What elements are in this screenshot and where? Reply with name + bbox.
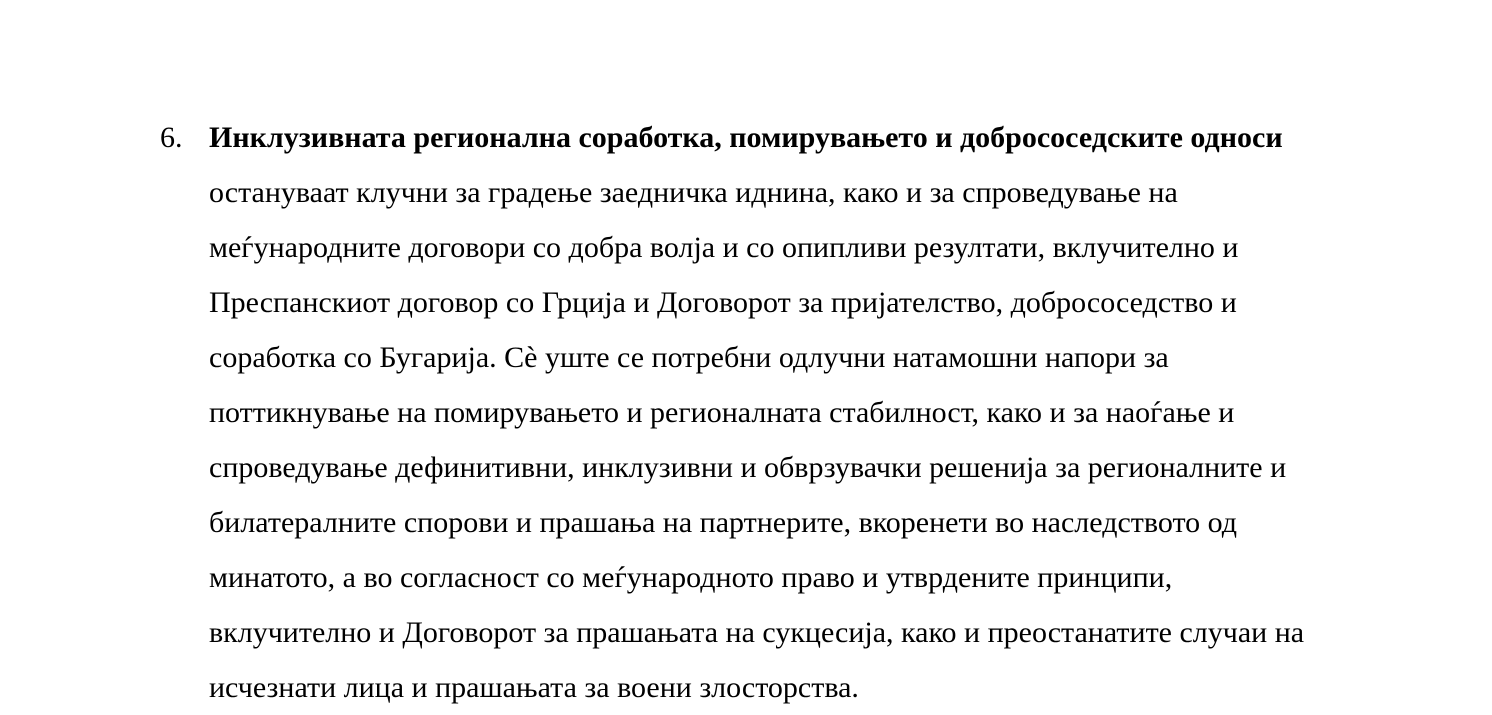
paragraph-line: Преспанскиот договор со Грција и Договорот за пријателство, добрососедство и bbox=[209, 286, 1237, 319]
paragraph-line: билатералните спорови и прашања на партнерите, вкоренети во наследството од bbox=[209, 506, 1238, 539]
paragraph-line: соработка со Бугарија. Сè уште се потребни одлучни натамошни напори за bbox=[209, 341, 1169, 374]
paragraph-line: поттикнување на помирувањето и регионалната стабилност, како и за наоѓање и bbox=[209, 396, 1235, 429]
paragraph-heading-line: Инклузивната регионална соработка, помирувањето и добрососедските односи bbox=[209, 121, 1283, 154]
paragraph-line: исчезнати лица и прашањата за воени злосторства. bbox=[209, 671, 859, 704]
paragraph-line: меѓународните договори со добра волја и со опипливи резултати, вклучително и bbox=[209, 231, 1239, 264]
paragraph-number: 6. bbox=[160, 121, 183, 154]
paragraph-body bbox=[209, 110, 1459, 715]
paragraph-line: спроведување дефинитивни, инклузивни и обврзувачки решенија за регионалните и bbox=[209, 451, 1287, 484]
paragraph-line: минатото, а во согласност со меѓународното право и утврдените принципи, bbox=[209, 561, 1173, 594]
paragraph-line: вклучително и Договорот за прашањата на сукцесија, како и преостанатите случаи на bbox=[209, 616, 1305, 649]
paragraph-line: остануваат клучни за градење заедничка иднина, како и за спроведување на bbox=[209, 176, 1178, 209]
